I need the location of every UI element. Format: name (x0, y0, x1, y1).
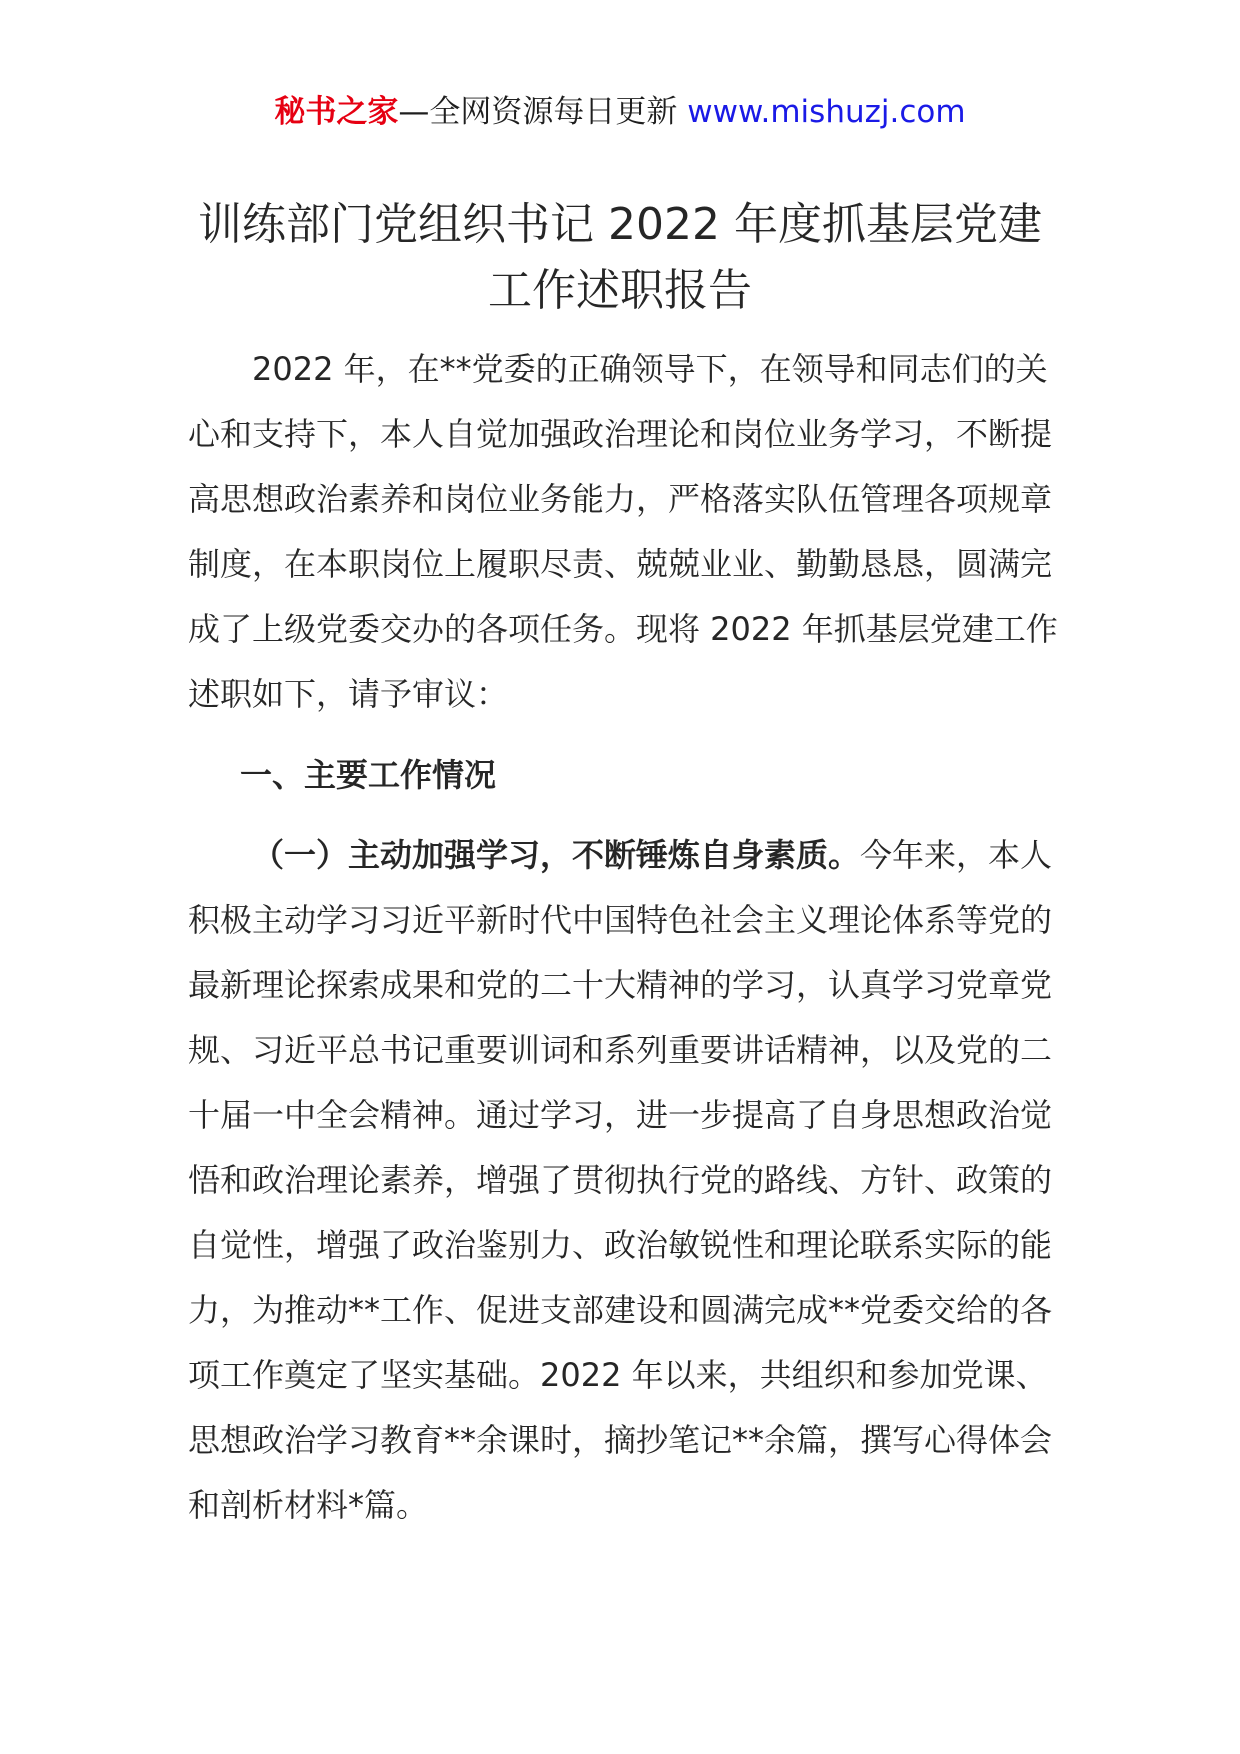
subsection-text-block (188, 823, 1058, 1538)
site-url-link[interactable]: www.mishuzj.com (687, 94, 966, 130)
intro-text: 2022 年，在**党委的正确领导下，在领导和同志们的关心和支持下，本人自觉加强政治理论和岗位业务学习，不断提高思想政治素养和岗位业务能力，严格落实队伍管理各项规章制度，在本职岗位上履职尽责、兢兢业业、勤勤恳恳，圆满完成了上级党委交办的各项任务。现将 2022 年抓基层党建工作述职如下，请予审议： (188, 350, 1058, 713)
site-header (0, 92, 1240, 132)
subsection-body: 今年来，本人积极主动学习习近平新时代中国特色社会主义理论体系等党的最新理论探索成果和党的二十大精神的学习，认真学习党章党规、习近平总书记重要训词和系列重要讲话精神，以及党的二十届一中全会精神。通过学习，进一步提高了自身思想政治觉悟和政治理论素养，增强了贯彻执行党的路线、方针、政策的自觉性，增强了政治鉴别力、政治敏锐性和理论联系实际的能力，为推动**工作、促进支部建设和圆满完成**党委交给的各项工作奠定了坚实基础。2022 年以来，共组织和参加党课、思想政治学习教育**余课时，摘抄笔记**余篇，撰写心得体会和剖析材料*篇。 (188, 836, 1053, 1524)
document-title: 训练部门党组织书记 2022 年度抓基层党建工作述职报告 (198, 199, 1042, 316)
subsection-paragraph (188, 823, 1058, 1538)
intro-paragraph (188, 337, 1058, 727)
site-tagline: —全网资源每日更新 (398, 94, 678, 130)
site-brand: 秘书之家 (274, 94, 399, 130)
section-heading: 一、主要工作情况 (240, 756, 497, 794)
subsection-heading: （一）主动加强学习，不断锤炼自身素质。 (252, 836, 861, 874)
